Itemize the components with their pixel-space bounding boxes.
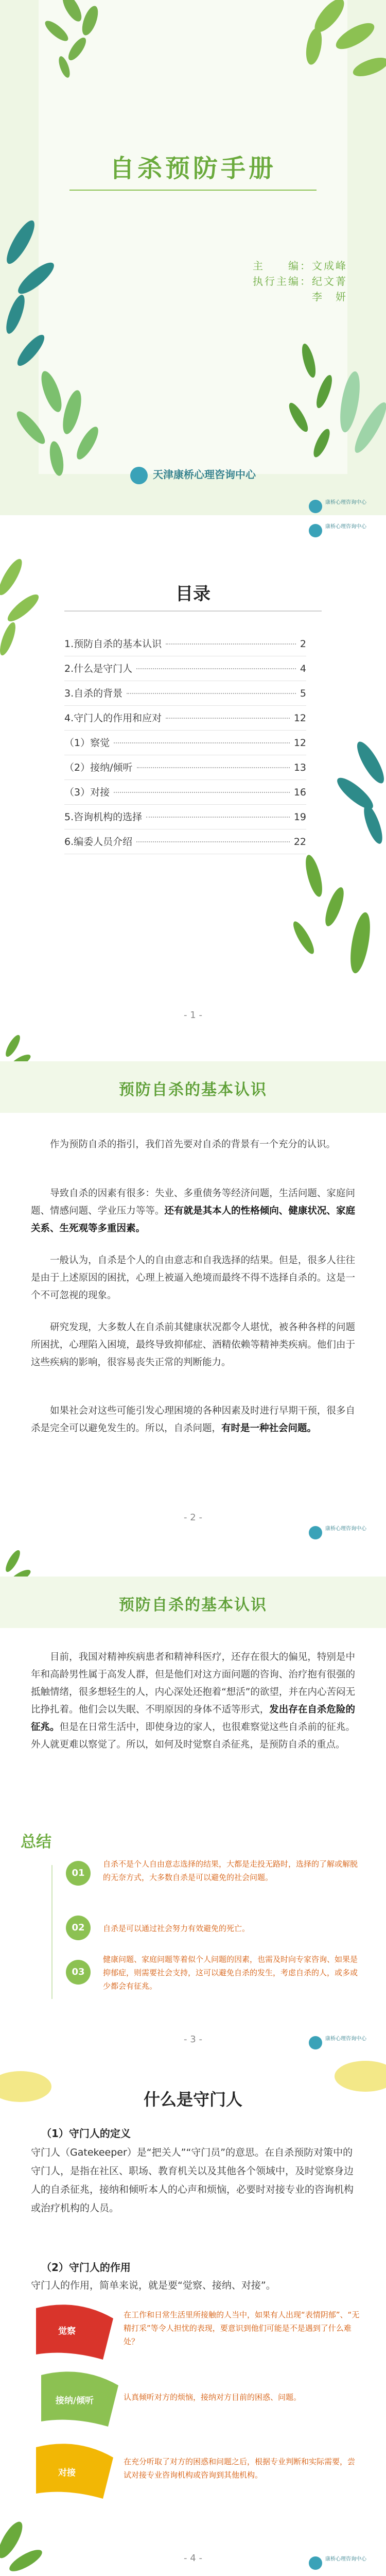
toc-item-page: 12 bbox=[293, 737, 306, 749]
paragraph-1-text: 目前，我国对精神疾病患者和精神科医疗，还存在很大的偏见，特别是中年和高龄男性属于高发人群，但是他们对这方面问题的咨询、治疗抱有很强的抵触情绪，很多想轻生的人，内心深处还抱着“想活”的欲望，并在内心苦闷无比挣扎着。他们会以失眠、不明原因的身体不适等形式， bbox=[31, 1652, 355, 1715]
toc-item-page: 4 bbox=[300, 663, 306, 674]
title-divider bbox=[69, 190, 317, 191]
toc-item[interactable] bbox=[64, 686, 306, 706]
page-logo bbox=[309, 1525, 386, 1540]
toc-item[interactable] bbox=[64, 809, 306, 830]
summary-number: 01 bbox=[66, 1861, 91, 1886]
section-title: 预防自杀的基本认识 bbox=[119, 1596, 267, 1614]
toc-divider bbox=[64, 611, 322, 612]
page-number: - 2 - bbox=[184, 1512, 202, 1523]
role-text: 守门人的作用，简单来说，就是要“觉察、接纳、对接”。 bbox=[31, 2280, 276, 2291]
toc-item-page: 12 bbox=[293, 713, 306, 724]
chief-editor-label: 主 编： bbox=[253, 260, 312, 272]
role-subtitle: （2）守门人的作用 bbox=[41, 2261, 131, 2274]
toc-item-label: 5.咨询机构的选择 bbox=[64, 811, 143, 823]
role-tag-connect: 对接 bbox=[58, 2468, 76, 2478]
paragraph-2 bbox=[31, 1185, 355, 1238]
toc-item[interactable] bbox=[64, 834, 306, 855]
toc-item-label: （3）对接 bbox=[64, 787, 110, 798]
paragraph-1-text-2: 但是在日常生活中，即使身边的家人，也很难察觉这些自杀前的征兆。外人就更难以察觉了。所以，如何及时觉察自杀征兆，是预防自杀的重点。 bbox=[31, 1722, 355, 1750]
toc-item[interactable] bbox=[64, 760, 306, 781]
section-title: 什么是守门人 bbox=[143, 2090, 242, 2109]
toc-leader bbox=[136, 668, 296, 669]
toc-item[interactable] bbox=[64, 661, 306, 682]
toc-item[interactable] bbox=[64, 636, 306, 657]
cover-title: 自杀预防手册 bbox=[109, 154, 276, 183]
toc-leader bbox=[136, 841, 290, 842]
definition-subtitle: （1）守门人的定义 bbox=[41, 2127, 131, 2140]
toc-item-label: 6.编委人员介绍 bbox=[64, 836, 133, 848]
logo-text: 康桥心理咨询中心 bbox=[325, 1526, 366, 1532]
toc-item-page: 2 bbox=[300, 638, 306, 650]
toc-page bbox=[0, 515, 386, 1030]
logo-text: 康桥心理咨询中心 bbox=[325, 500, 366, 505]
paragraph-1 bbox=[31, 1649, 355, 1754]
logo-icon bbox=[309, 524, 322, 537]
toc-leader bbox=[166, 643, 296, 645]
exec-editor-row-2 bbox=[312, 289, 347, 303]
toc-leader bbox=[146, 817, 290, 818]
logo-text: 康桥心理咨询中心 bbox=[325, 524, 366, 530]
toc-row-divider bbox=[64, 779, 306, 780]
logo-icon bbox=[309, 500, 322, 513]
summary-title: 总结 bbox=[21, 1833, 51, 1851]
toc-item[interactable] bbox=[64, 735, 306, 756]
summary-item: 自杀是可以通过社会努力有效避免的死亡。 bbox=[103, 1924, 250, 1933]
paragraph-3: 一般认为，自杀是个人的自由意志和自我选择的结果。但是，很多人往往是由于上述原因的困扰，心理上被逼入绝境而最终不得不选择自杀的。这是一个不可忽视的现象。 bbox=[31, 1255, 355, 1301]
toc-item-label: 3.自杀的背景 bbox=[64, 688, 123, 699]
toc-item-label: （2）接纳/倾听 bbox=[64, 762, 133, 773]
paragraph-5-bold: 有时是一种社会问题。 bbox=[221, 1423, 317, 1434]
organization bbox=[0, 466, 386, 484]
exec-editor-name: 纪文菁 bbox=[312, 275, 347, 287]
page-4 bbox=[0, 2056, 386, 2576]
summary-timeline bbox=[51, 1865, 52, 1999]
page-number: - 4 - bbox=[184, 2553, 202, 2564]
toc-item-page: 22 bbox=[293, 836, 306, 848]
toc-leader bbox=[166, 718, 290, 719]
org-name: 天津康桥心理咨询中心 bbox=[153, 468, 256, 481]
toc-item-label: 2.什么是守门人 bbox=[64, 663, 133, 674]
paragraph-2-bold: 还有就是其本人的性格倾向、健康状况、家庭关系、生死观等多重因素。 bbox=[31, 1206, 355, 1234]
toc-leader bbox=[127, 693, 296, 694]
paragraph-1-bold: 发出存在自杀危险的征兆。 bbox=[31, 1704, 355, 1733]
exec-editor-label: 执行主编： bbox=[253, 275, 312, 287]
page-2 bbox=[0, 1030, 386, 1546]
toc-item-label: 1.预防自杀的基本认识 bbox=[64, 638, 162, 650]
page-logo bbox=[309, 2035, 386, 2050]
summary-number: 03 bbox=[66, 1960, 91, 1985]
page-logo bbox=[309, 499, 386, 514]
definition-text: 守门人（Gatekeeper）是“把关人”“守门员”的意思。在自杀预防对策中的守门人，是指在社区、职场、教育机关以及其他各个领域中，及时觉察身边人的自杀征兆，接纳和倾听本人的心声和烦恼，必要时对接专业的咨询机构或治疗机构的人员。 bbox=[31, 2147, 354, 2214]
page-number: - 1 - bbox=[184, 1010, 202, 1021]
paragraph-4: 研究发现，大多数人在自杀前其健康状况都令人堪忧，被各种各样的问题所困扰，心理陷入困境，最终导致抑郁症、酒精依赖等精神类疾病。他们由于这些疾病的影响，很容易丧失正常的判断能力。 bbox=[31, 1322, 355, 1368]
toc-title: 目录 bbox=[176, 584, 210, 604]
paragraph-1: 作为预防自杀的指引，我们首先要对自杀的背景有一个充分的认识。 bbox=[50, 1139, 336, 1150]
role-tag-aware: 觉察 bbox=[58, 2326, 76, 2336]
role-text-aware: 在工作和日常生活里所接触的人当中，如果有人出现“表情阴郁”、“无精打采”等令人担忧的表现，要意识到他们可能是不是遇到了什么难处？ bbox=[124, 2310, 360, 2346]
chief-editor-row bbox=[253, 258, 347, 273]
logo-icon bbox=[309, 1526, 322, 1539]
section-title: 预防自杀的基本认识 bbox=[119, 1081, 267, 1099]
toc-item-label: （1）察觉 bbox=[64, 737, 110, 749]
summary-item: 自杀不是个人自由意志选择的结果，大都是走投无路时，选择的了解或解脱的无奈方式，大多数自杀是可以避免的社会问题。 bbox=[103, 1859, 358, 1882]
paragraph-5 bbox=[31, 1402, 355, 1437]
toc-row-divider bbox=[64, 804, 306, 805]
logo-text: 康桥心理咨询中心 bbox=[325, 2556, 366, 2562]
paragraph-5-text: 如果社会对这些可能引发心理困境的各种因素及时进行早期干预，很多自杀是完全可以避免发生的。所以，自杀问题， bbox=[31, 1405, 355, 1434]
exec-editor-name-2: 李 妍 bbox=[312, 291, 347, 303]
paragraph-2-text: 导致自杀的因素有很多：失业、多重债务等经济问题，生活问题、家庭问题、情感问题、学业压力等等。 bbox=[31, 1188, 355, 1216]
page-number: - 3 - bbox=[184, 2034, 202, 2045]
toc-leader bbox=[137, 767, 290, 768]
cover-page bbox=[0, 0, 386, 515]
toc-leader bbox=[114, 792, 290, 793]
toc-row-divider bbox=[64, 730, 306, 731]
role-text-listen: 认真倾听对方的烦恼，接纳对方目前的困惑、问题。 bbox=[124, 2393, 302, 2402]
toc-item-page: 16 bbox=[293, 787, 306, 798]
org-logo-icon bbox=[130, 467, 148, 484]
chief-editor-name: 文成峰 bbox=[312, 260, 347, 272]
toc-item-page: 13 bbox=[293, 762, 306, 773]
role-text-connect: 在充分听取了对方的困惑和问题之后，根据专业判断和实际需要，尝试对接专业咨询机构或咨询到其他机构。 bbox=[124, 2457, 356, 2480]
summary-item: 健康问题、家庭问题等着似个人问题的因素，也需及时向专家咨询、如果是抑郁症，则需要社会支持，这可以避免自杀的发生，考虑自杀的人，或多或少都会有征兆。 bbox=[103, 1955, 358, 1991]
summary-number: 02 bbox=[66, 1916, 91, 1940]
toc-row-divider bbox=[64, 705, 306, 706]
page-logo bbox=[309, 2555, 386, 2571]
toc-item-label: 4.守门人的作用和应对 bbox=[64, 713, 162, 724]
logo-text: 康桥心理咨询中心 bbox=[325, 2036, 366, 2042]
page-logo bbox=[309, 523, 386, 538]
role-tag-listen: 接纳/倾听 bbox=[55, 2396, 94, 2406]
toc-leader bbox=[114, 742, 290, 743]
logo-icon bbox=[309, 2556, 322, 2570]
toc-item-page: 5 bbox=[300, 688, 306, 699]
toc-item[interactable] bbox=[64, 710, 306, 731]
exec-editor-row bbox=[253, 273, 347, 288]
toc-item-page: 19 bbox=[293, 811, 306, 823]
page-3 bbox=[0, 1546, 386, 2056]
toc-item[interactable] bbox=[64, 785, 306, 805]
logo-icon bbox=[309, 2036, 322, 2049]
